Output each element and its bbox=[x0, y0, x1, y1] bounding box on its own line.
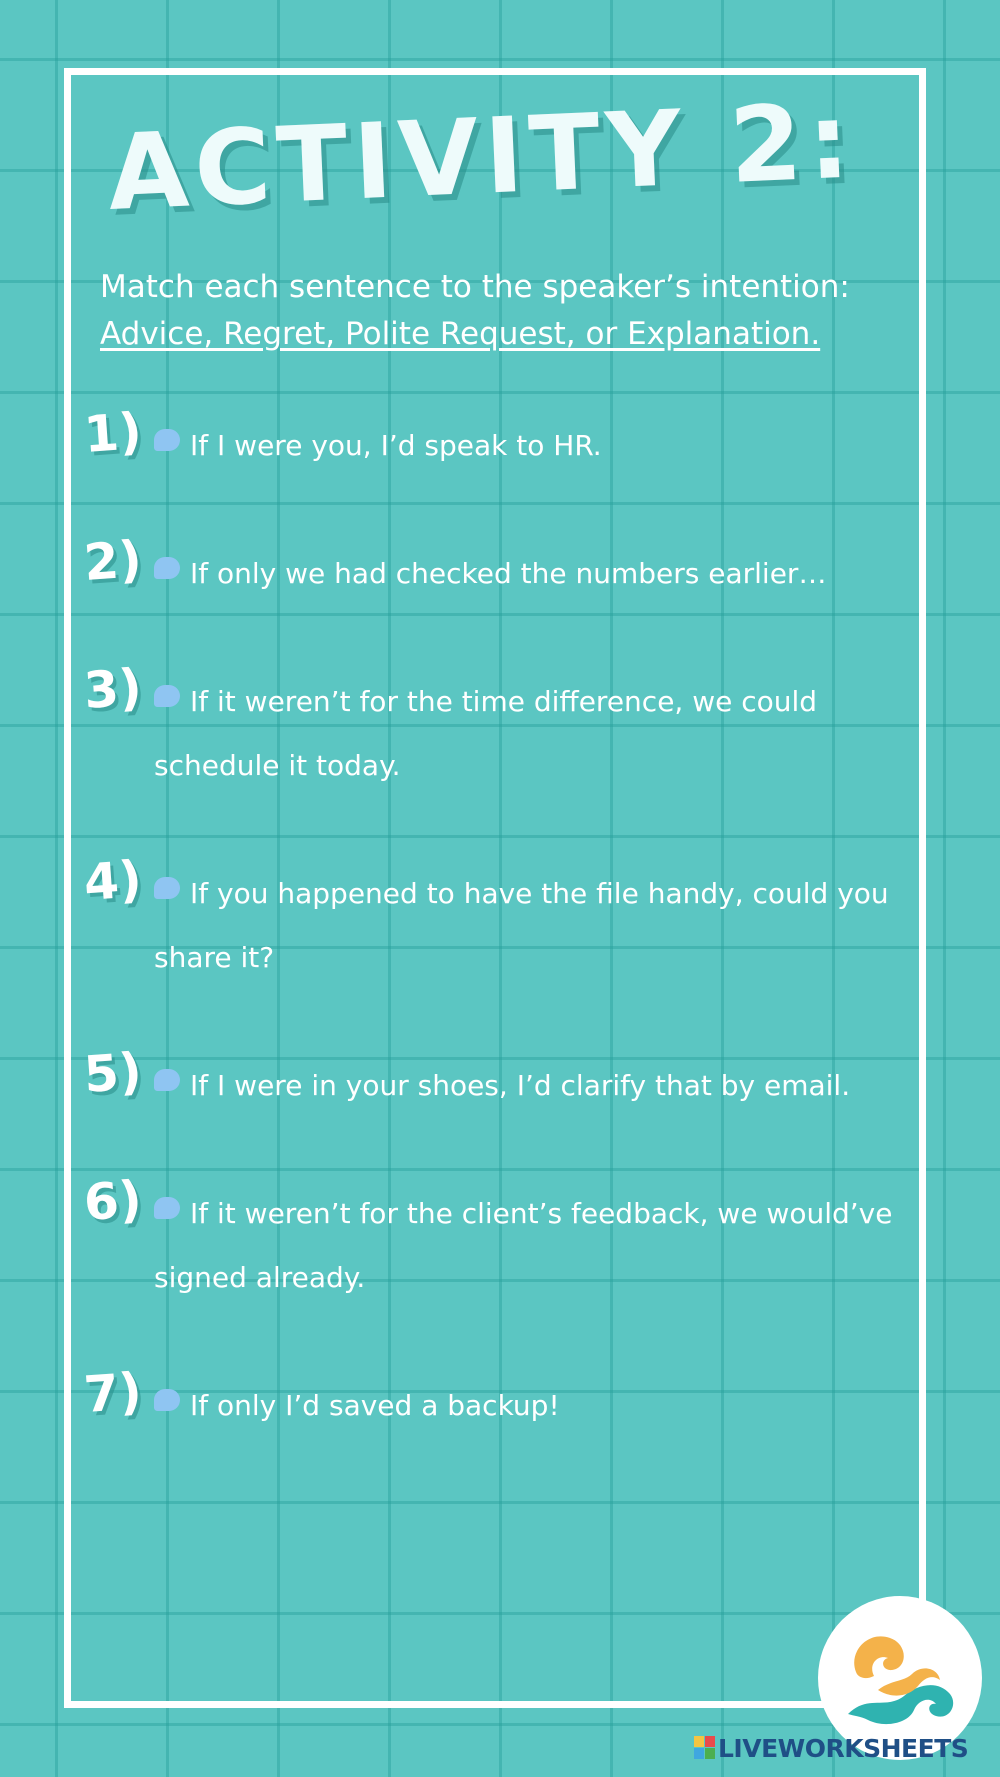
wave-logo-icon bbox=[838, 1624, 962, 1734]
item-text: If only we had checked the numbers earlier… bbox=[190, 557, 827, 590]
instructions bbox=[100, 264, 900, 358]
activity-title: ACTIVITY 2: bbox=[105, 79, 858, 234]
speech-bubble-icon bbox=[154, 429, 180, 451]
item-number: 3) bbox=[82, 658, 144, 720]
brand-mark-icon bbox=[694, 1736, 716, 1760]
instructions-text: Match each sentence to the speaker’s intention: bbox=[100, 269, 850, 305]
item-sentence bbox=[154, 414, 894, 478]
speech-bubble-icon bbox=[154, 1389, 180, 1411]
item-sentence bbox=[154, 542, 894, 606]
item-sentence bbox=[154, 1374, 894, 1438]
speech-bubble-icon bbox=[154, 685, 180, 707]
item-text: If it weren’t for the time difference, we could schedule it today. bbox=[154, 685, 818, 782]
intention-options: Advice, Regret, Polite Request, or Explanation. bbox=[100, 316, 821, 352]
item-sentence bbox=[154, 862, 894, 990]
brand-name: LIVEWORKSHEETS bbox=[718, 1734, 969, 1763]
item-number: 6) bbox=[82, 1170, 144, 1232]
speech-bubble-icon bbox=[154, 557, 180, 579]
item-number: 1) bbox=[82, 402, 144, 464]
item-text: If I were you, I’d speak to HR. bbox=[190, 429, 602, 462]
item-sentence bbox=[154, 1182, 894, 1310]
liveworksheets-brand bbox=[694, 1734, 968, 1764]
speech-bubble-icon bbox=[154, 1069, 180, 1091]
item-text: If you happened to have the file handy, could you share it? bbox=[154, 877, 889, 974]
speech-bubble-icon bbox=[154, 1197, 180, 1219]
item-text: If I were in your shoes, I’d clarify that by email. bbox=[190, 1069, 851, 1102]
item-number: 2) bbox=[82, 530, 144, 592]
item-number: 7) bbox=[82, 1362, 144, 1424]
item-number: 4) bbox=[82, 850, 144, 912]
item-sentence bbox=[154, 1054, 894, 1118]
item-text: If only I’d saved a backup! bbox=[190, 1389, 560, 1422]
item-number: 5) bbox=[82, 1042, 144, 1104]
item-text: If it weren’t for the client’s feedback, we would’ve signed already. bbox=[154, 1197, 893, 1294]
item-sentence bbox=[154, 670, 894, 798]
speech-bubble-icon bbox=[154, 877, 180, 899]
